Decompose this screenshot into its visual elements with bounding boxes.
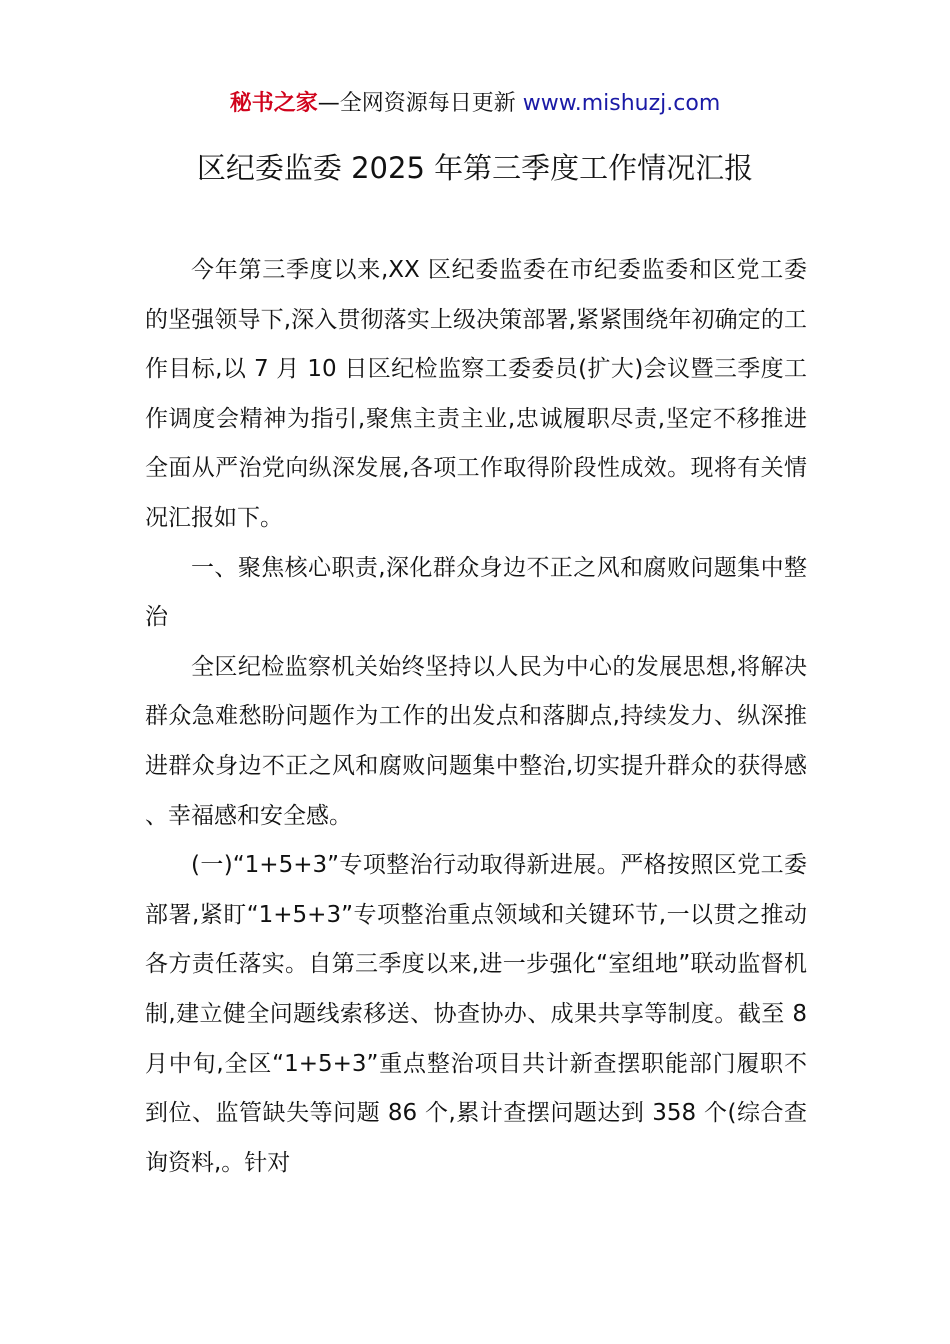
intro-paragraph: 今年第三季度以来,XX 区纪委监委在市纪委监委和区党工委的坚强领导下,深入贯彻落实上级决策部署,紧紧围绕年初确定的工作目标,以 7 月 10 日区纪检监察工委委员(扩大)会议暨三季度工作调度会精神为指引,聚焦主责主业,忠诚履职尽责,坚定不移推进全面从严治党向纵深发展,各项工作取得阶段性成效。现将有关情况汇报如下。 [145, 257, 807, 531]
document-body [145, 246, 807, 1188]
section-heading: 一、聚焦核心职责,深化群众身边不正之风和腐败问题集中整治 [145, 554, 807, 631]
section-paragraph: 全区纪检监察机关始终坚持以人民为中心的发展思想,将解决群众急难愁盼问题作为工作的出发点和落脚点,持续发力、纵深推进群众身边不正之风和腐败问题集中整治,切实提升群众的获得感、幸福感和安全感。 [145, 653, 807, 829]
site-url-link[interactable]: www.mishuzj.com [522, 91, 721, 116]
site-brand: 秘书之家 [229, 91, 318, 116]
subsection-paragraph: (一)“1+5+3”专项整治行动取得新进展。严格按照区党工委部署,紧盯“1+5+3”专项整治重点领域和关键环节,一以贯之推动各方责任落实。自第三季度以来,进一步强化“室组地”联动监督机制,建立健全问题线索移送、协查协办、成果共享等制度。截至 8 月中旬,全区“1+5+3”重点整治项目共计新查摆职能部门履职不到位、监管缺失等问题 86 个,累计查摆问题达到 358 个(综合查询资料,。针对 [145, 852, 807, 1176]
document-title: 区纪委监委 2025 年第三季度工作情况汇报 [196, 151, 754, 185]
site-tagline: —全网资源每日更新 [317, 91, 523, 116]
site-banner [0, 88, 950, 120]
